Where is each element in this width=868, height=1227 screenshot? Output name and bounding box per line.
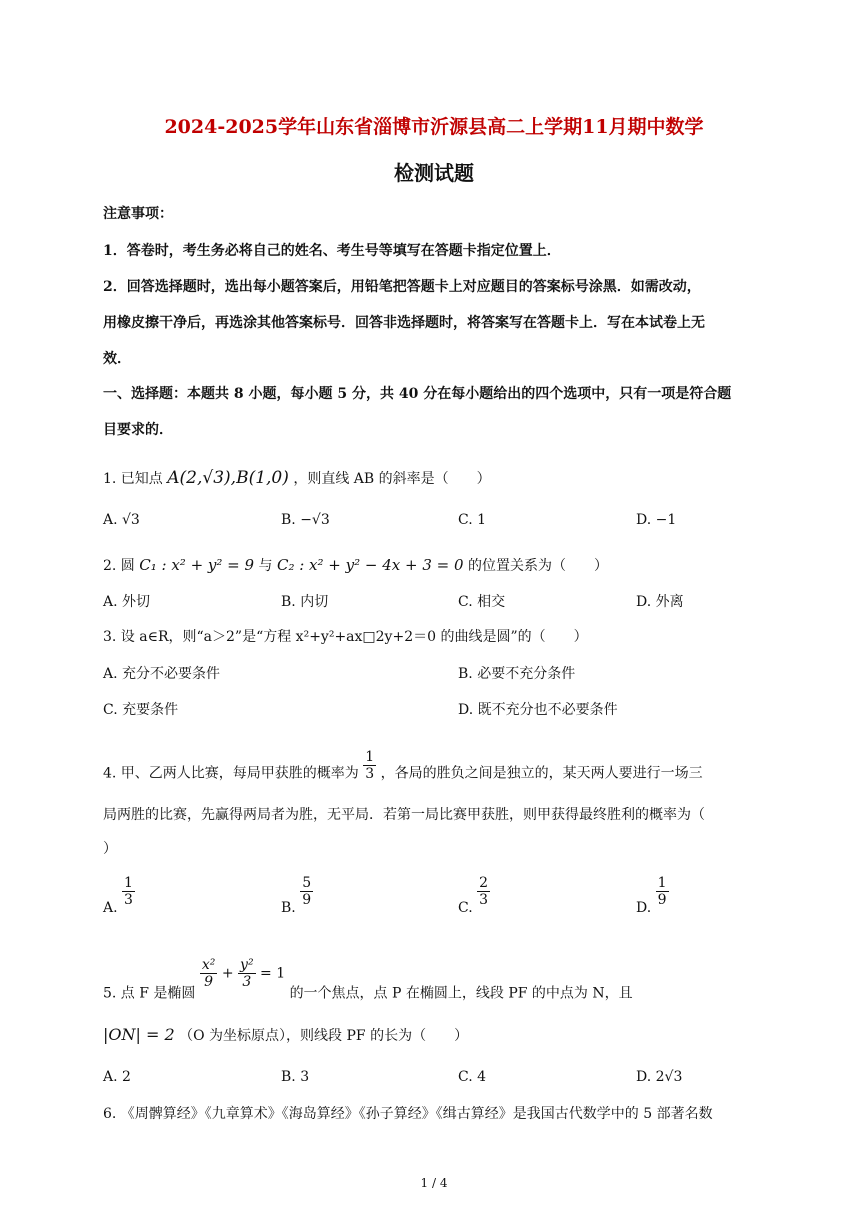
- q5-ellipse-equation: $\frac{\text{x²}}{9}$ + $\frac{\text{y²}}{3}$ = 1: [201, 957, 286, 990]
- section-heading-line2: 目要求的．: [103, 422, 173, 438]
- question-5-line1: [103, 957, 768, 1010]
- q2-option-a: A. 外切: [103, 594, 151, 610]
- q1-math: A(2,√3),B(1,0): [167, 468, 289, 488]
- q4-option-a: A. $\frac{1}{3}$: [103, 875, 133, 916]
- q1-prefix: 1. 已知点: [103, 471, 163, 487]
- question-3: 3. 设 a∈R，则“a＞2”是“方程 x²+y²+ax□2y+2＝0 的曲线是圆”的（ ）: [103, 629, 588, 645]
- q2-mid: 与: [258, 558, 273, 574]
- q2-option-d: D. 外离: [636, 594, 684, 610]
- q3-option-c: C. 充要条件: [103, 702, 179, 718]
- question-4-line1: [103, 749, 768, 790]
- page-number: 1 / 4: [420, 1176, 448, 1190]
- q5-option-b: B. 3: [281, 1069, 310, 1085]
- q5-prefix: 5. 点 F 是椭圆: [103, 985, 196, 1002]
- q5-option-a: A. 2: [103, 1069, 131, 1085]
- question-4-line2: 局两胜的比赛，先赢得两局者为胜，无平局．若第一局比赛甲获胜，则甲获得最终胜利的概率为（: [103, 807, 705, 823]
- q4-option-c: C. $\frac{2}{3}$: [458, 875, 489, 916]
- q2-suffix: 的位置关系为（ ）: [467, 558, 608, 574]
- q4-option-d: D. $\frac{1}{9}$: [636, 875, 667, 916]
- question-6-line1: 6. 《周髀算经》《九章算术》《海岛算经》《孙子算经》《缉古算经》是我国古代数学中的 5 部著名数: [103, 1106, 713, 1122]
- question-4-line3: ）: [103, 841, 117, 857]
- question-5-line2: [103, 1025, 768, 1046]
- q5-option-d: D. 2√3: [636, 1069, 683, 1085]
- question-1: [103, 468, 768, 489]
- q3-option-b: B. 必要不充分条件: [458, 666, 576, 682]
- q4-option-b: B. $\frac{5}{9}$: [281, 875, 312, 916]
- question-2: [103, 555, 768, 576]
- notice-item-2-line1: 2．回答选择题时，选出每小题答案后，用铅笔把答题卡上对应题目的答案标号涂黑．如需改动，: [103, 279, 701, 295]
- section-heading-line1: 一、选择题：本题共 8 小题，每小题 5 分，共 40 分在每小题给出的四个选项中，只有一项是符合题: [103, 386, 732, 402]
- q5-condition-math: |ON| = 2: [103, 1025, 175, 1044]
- q2-math-2: C₂ : x² + y² − 4x + 3 = 0: [276, 556, 464, 574]
- q1-suffix: ，则直线 AB 的斜率是（ ）: [293, 471, 491, 487]
- q5-condition-text: （O 为坐标原点），则线段 PF 的长为（ ）: [179, 1028, 469, 1044]
- notice-item-2-line2: 用橡皮擦干净后，再选涂其他答案标号．回答非选择题时，将答案写在答题卡上．写在本试卷上无: [103, 315, 705, 331]
- q1-option-d: D. −1: [636, 512, 677, 528]
- q2-option-b: B. 内切: [281, 594, 329, 610]
- q2-math-1: C₁ : x² + y² = 9: [139, 556, 255, 574]
- page-title: 2024-2025学年山东省淄博市沂源县高二上学期11月期中数学: [164, 116, 704, 138]
- q4-suffix: ，各局的胜负之间是独立的，某天两人要进行一场三: [380, 765, 703, 782]
- q1-option-b: B. −√3: [281, 512, 330, 528]
- q5-option-c: C. 4: [458, 1069, 487, 1085]
- q4-fraction: $\frac{1}{3}$: [365, 749, 375, 782]
- notice-heading: 注意事项：: [103, 206, 173, 222]
- q3-option-a: A. 充分不必要条件: [103, 666, 221, 682]
- page-subtitle: 检测试题: [394, 161, 474, 185]
- q3-option-d: D. 既不充分也不必要条件: [458, 702, 618, 718]
- q2-prefix: 2. 圆: [103, 558, 135, 574]
- q1-option-a: A. √3: [103, 512, 140, 528]
- q5-suffix: 的一个焦点，点 P 在椭圆上，线段 PF 的中点为 N，且: [289, 985, 633, 1002]
- q1-option-c: C. 1: [458, 512, 487, 528]
- notice-item-2-line3: 效．: [103, 351, 131, 367]
- notice-item-1: 1．答卷时，考生务必将自己的姓名、考生号等填写在答题卡指定位置上．: [103, 243, 561, 259]
- q2-option-c: C. 相交: [458, 594, 506, 610]
- q4-prefix: 4. 甲、乙两人比赛，每局甲获胜的概率为: [103, 765, 359, 782]
